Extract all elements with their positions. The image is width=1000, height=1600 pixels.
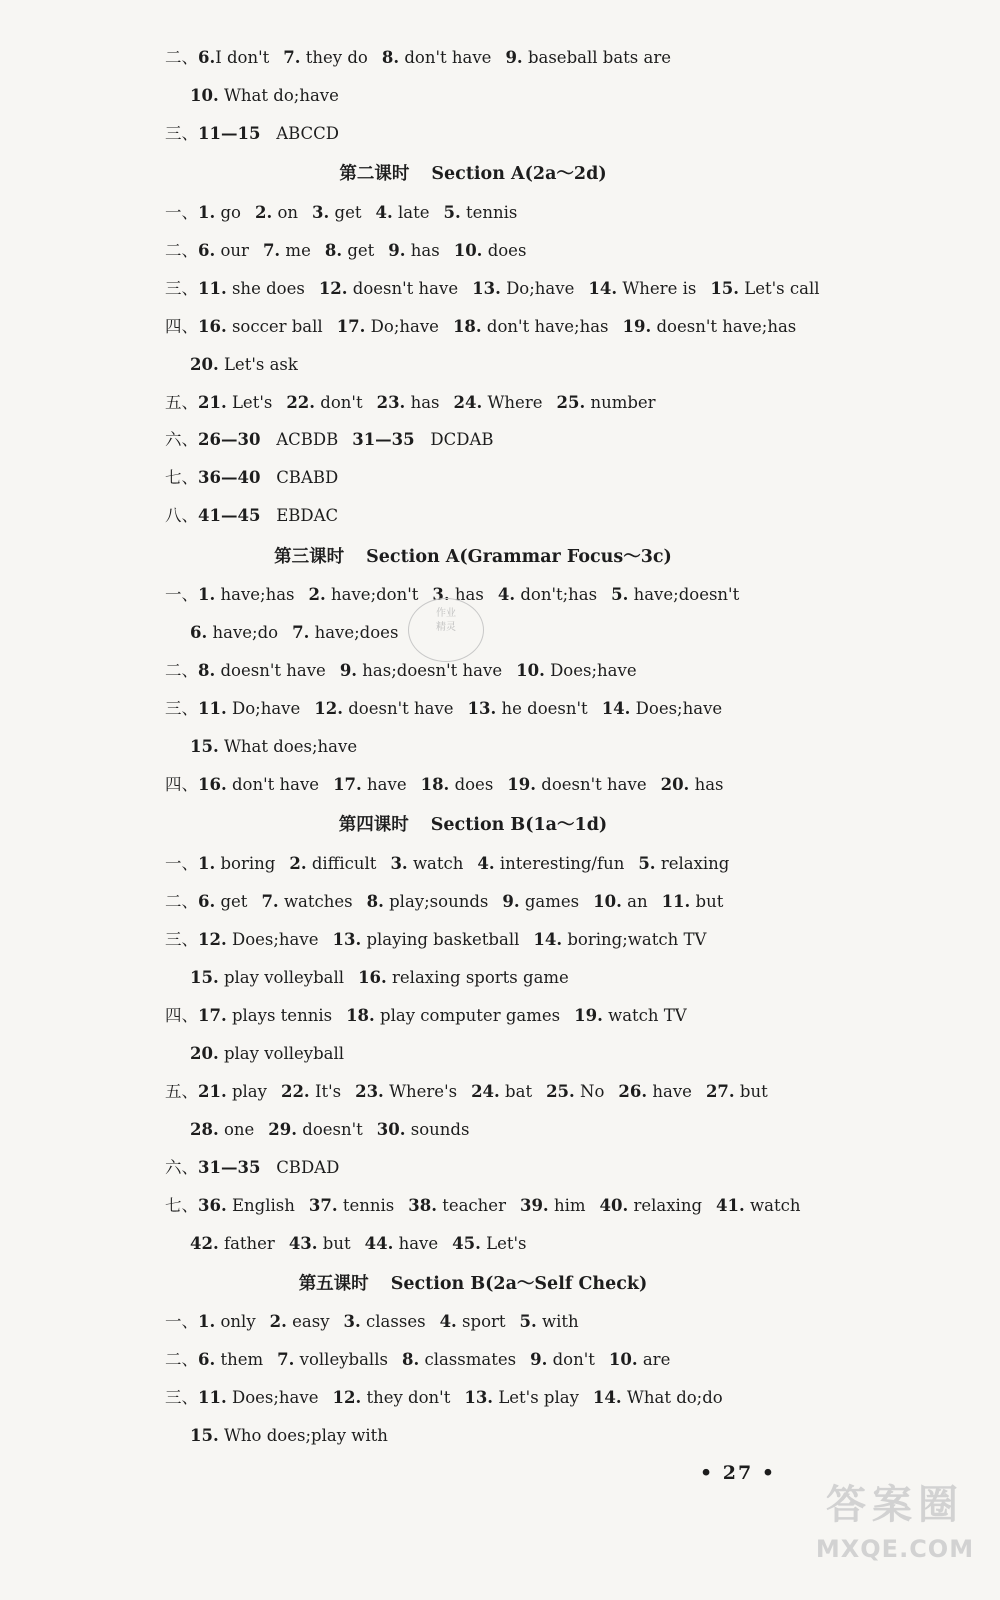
answer-line: 二、6. them 7. volleyballs 8. classmates 9. don't 10. are [165,1350,671,1369]
answer-line: 一、1. only 2. easy 3. classes 4. sport 5. with [165,1312,579,1331]
answer-line: 一、1. boring 2. difficult 3. watch 4. interesting/fun 5. relaxing [165,854,730,873]
answer-line: 一、1. have;has 2. have;don't 3. has 4. don't;has 5. have;doesn't [165,585,740,604]
answer-line: 三、11. Does;have 12. they don't 13. Let's play 14. What do;do [165,1388,723,1407]
answer-line: 42. father 43. but 44. have 45. Let's [190,1234,527,1253]
answer-line: 20. Let's ask [190,355,298,374]
answer-line: 15. What does;have [190,737,358,756]
lesson-heading: 第四课时 Section B(1a～1d) [338,815,608,835]
answer-line: 三、11—15 ABCCD [165,124,340,143]
answer-line: 四、16. don't have 17. have 18. does 19. doesn't have 20. has [165,775,724,794]
answer-line: 10. What do;have [190,86,339,105]
answer-line: 20. play volleyball [190,1044,345,1063]
answer-line: 三、11. she does 12. doesn't have 13. Do;have 14. Where is 15. Let's call [165,279,820,298]
answer-line: 八、41—45 EBDAC [165,506,339,525]
lesson-heading: 第五课时 Section B(2a～Self Check) [298,1274,648,1294]
answer-line: 四、17. plays tennis 18. play computer games 19. watch TV [165,1006,687,1025]
answer-line: 六、31—35 CBDAD [165,1158,340,1177]
answer-line: 一、1. go 2. on 3. get 4. late 5. tennis [165,203,518,222]
answer-line: 五、21. Let's 22. don't 23. has 24. Where 25. number [165,393,656,412]
answer-line: 二、8. doesn't have 9. has;doesn't have 10. Does;have [165,661,637,680]
answer-line: 七、36. English 37. tennis 38. teacher 39. him 40. relaxing 41. watch [165,1196,801,1215]
stamp-logo: 作业 精灵 [408,598,484,662]
answer-line: 五、21. play 22. It's 23. Where's 24. bat 25. No 26. have 27. but [165,1082,768,1101]
answer-line: 二、6.I don't 7. they do 8. don't have 9. baseball bats are [165,48,671,67]
answer-line: 6. have;do 7. have;does [190,623,399,642]
answer-line: 二、6. get 7. watches 8. play;sounds 9. games 10. an 11. but [165,892,724,911]
watermark-logo: 答案圈 MXQE.COM [815,1482,975,1563]
lesson-heading: 第三课时 Section A(Grammar Focus～3c) [274,547,672,567]
answer-line: 三、12. Does;have 13. playing basketball 14. boring;watch TV [165,930,707,949]
answer-line: 四、16. soccer ball 17. Do;have 18. don't have;has 19. doesn't have;has [165,317,797,336]
answer-line: 七、36—40 CBABD [165,468,339,487]
answer-line: 28. one 29. doesn't 30. sounds [190,1120,470,1139]
answer-line: 15. play volleyball 16. relaxing sports game [190,968,569,987]
answer-line: 15. Who does;play with [190,1426,388,1445]
answer-line: 六、26—30 ACBDB 31—35 DCDAB [165,430,494,449]
answer-line: 二、6. our 7. me 8. get 9. has 10. does [165,241,527,260]
lesson-heading: 第二课时 Section A(2a～2d) [339,164,607,184]
page-number: • 27 • [700,1462,776,1484]
answer-line: 三、11. Do;have 12. doesn't have 13. he doesn't 14. Does;have [165,699,723,718]
